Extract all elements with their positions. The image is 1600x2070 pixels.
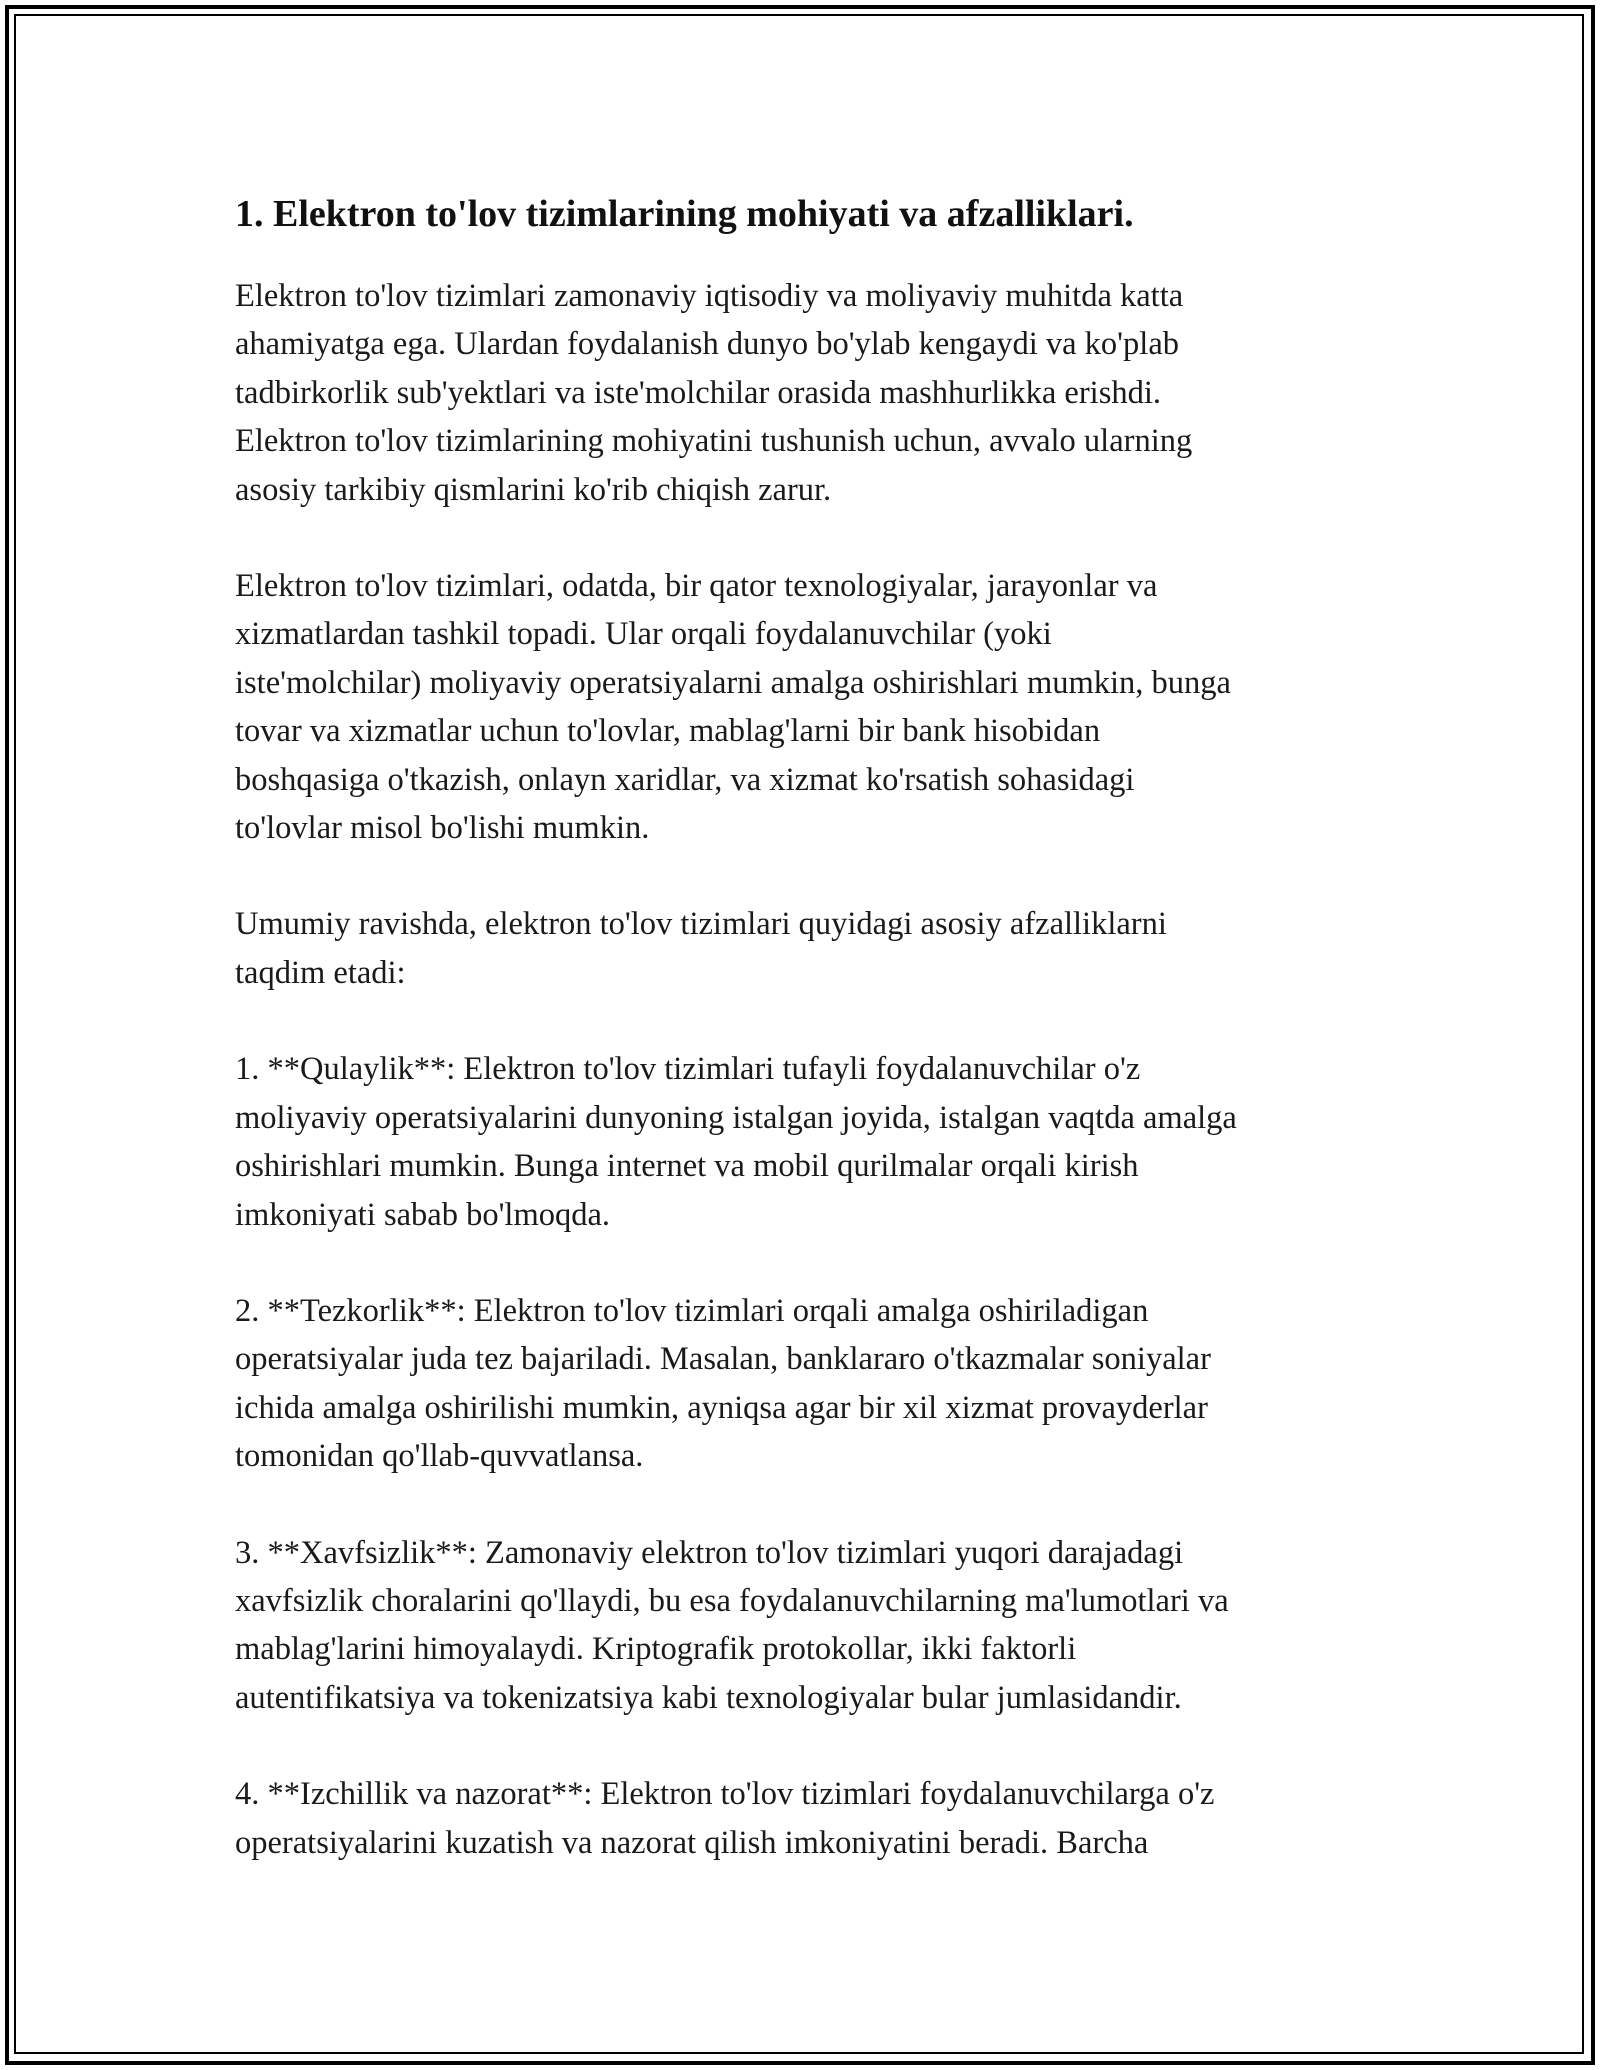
document-body [235, 186, 1385, 1915]
list-item-convenience: 1. **Qulaylik**: Elektron to'lov tizimlari tufayli foydalanuvchilar o'z moliyaviy operatsiyalarini dunyoning istalgan joyida, istalgan vaqtda amalga oshirishlari mumkin. Bunga internet va mobil qurilmalar orqali kirish imkoniyati sabab bo'lmoqda. [235, 1051, 1237, 1233]
list-item-control: 4. **Izchillik va nazorat**: Elektron to'lov tizimlari foydalanuvchilarga o'z operatsiyalarini kuzatish va nazorat qilish imkoniyatini beradi. Barcha [235, 1776, 1215, 1861]
paragraph-intro: Elektron to'lov tizimlari zamonaviy iqtisodiy va moliyaviy muhitda katta ahamiyatga ega. Ulardan foydalanish dunyo bo'ylab kengaydi va ko'plab tadbirkorlik sub'yektlari va iste'molchilar orasida mashhurlikka erishdi. Elektron to'lov tizimlarining mohiyatini tushunish uchun, avvalo ularning asosiy tarkibiy qismlarini ko'rib chiqish zarur. [235, 278, 1193, 508]
document-title: 1. Elektron to'lov tizimlarining mohiyati va afzalliklari. [235, 193, 1134, 235]
list-item-speed: 2. **Tezkorlik**: Elektron to'lov tizimlari orqali amalga oshiriladigan operatsiyalar juda tez bajariladi. Masalan, banklararo o'tkazmalar soniyalar ichida amalga oshirilishi mumkin, ayniqsa agar bir xil xizmat provayderlar tomonidan qo'llab-quvvatlansa. [235, 1292, 1211, 1475]
paragraph-advantages-intro: Umumiy ravishda, elektron to'lov tizimlari quyidagi asosiy afzalliklarni taqdim etadi: [235, 906, 1167, 991]
paragraph-components: Elektron to'lov tizimlari, odatda, bir qator texnologiyalar, jarayonlar va xizmatlardan tashkil topadi. Ular orqali foydalanuvchilar (yoki iste'molchilar) moliyaviy operatsiyalarni amalga oshirishlari mumkin, bunga tovar va xizmatlar uchun to'lovlar, mablag'larni bir bank hisobidan boshqasiga o'tkazish, onlayn xaridlar, va xizmat ko'rsatish sohasidagi to'lovlar misol bo'lishi mumkin. [235, 568, 1231, 847]
list-item-security: 3. **Xavfsizlik**: Zamonaviy elektron to'lov tizimlari yuqori darajadagi xavfsizlik choralarini qo'llaydi, bu esa foydalanuvchilarning ma'lumotlari va mablag'larini himoyalaydi. Kriptografik protokollar, ikki faktorli autentifikatsiya va tokenizatsiya kabi texnologiyalar bular jumlasidandir. [235, 1534, 1229, 1716]
